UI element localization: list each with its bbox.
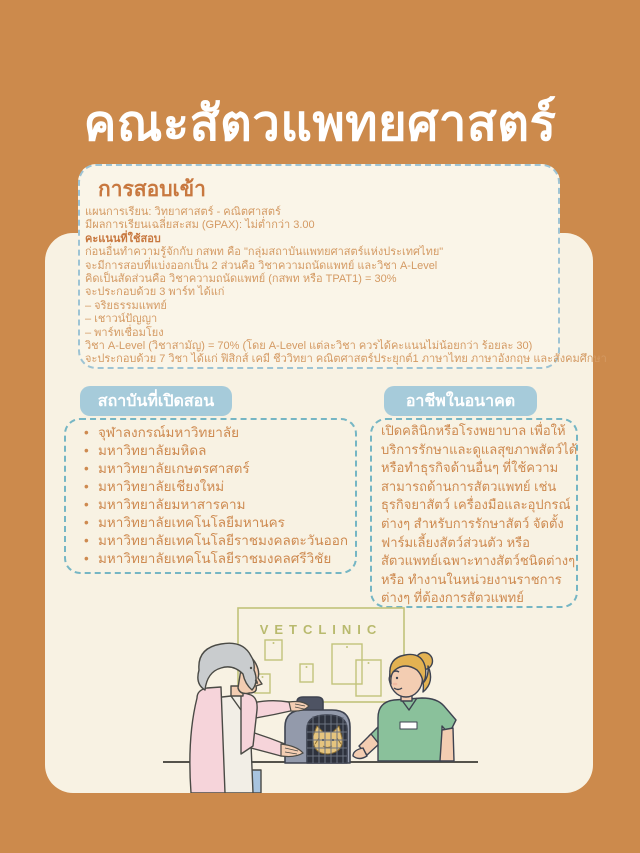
admission-heading: การสอบเข้า (98, 178, 206, 201)
signboard (238, 608, 404, 702)
admission-line: – พาร์ทเชื่อมโยง (85, 326, 164, 339)
vet-clinic-illustration (45, 598, 593, 793)
institutions-list (84, 424, 349, 568)
institution-item: • มหาวิทยาลัยเชียงใหม่ (84, 478, 349, 496)
institution-item: • จุฬาลงกรณ์มหาวิทยาลัย (84, 424, 349, 442)
admission-line: จะประกอบด้วย 7 วิชา ได้แก่ ฟิสิกส์ เคมี ชีววิทยา คณิตศาสตร์ประยุกต์1 ภาษาไทย ภาษาอังกฤษ และสังคมศึกษา (85, 353, 607, 366)
careers-text (381, 422, 578, 608)
career-line: ต่างๆ ที่ต้องการสัตวแพทย์ (381, 590, 524, 606)
admission-body (85, 206, 607, 367)
career-line: หรือ ทำงานในหน่วยงานราชการ (381, 571, 562, 587)
institution-item: • มหาวิทยาลัยเทคโนโลยีราชมงคลตะวันออก (84, 532, 349, 550)
institution-item: • มหาวิทยาลัยมหาสารคาม (84, 496, 349, 514)
institution-item: • มหาวิทยาลัยเทคโนโลยีราชมงคลศรีวิชัย (84, 550, 349, 568)
admission-line-scores: คะแนนที่ใช้สอบ (85, 232, 161, 245)
admission-line: คิดเป็นสัดส่วนคือ วิชาความถนัดแพทย์ (กสพท หรือ TPAT1) = 30% (85, 273, 397, 286)
admission-line: ก่อนอื่นทำความรู้จักกับ กสพท คือ "กลุ่มสถาบันแพทยศาสตร์แห่งประเทศไทย" (85, 246, 444, 259)
admission-line: – จริยธรรมแพทย์ (85, 299, 167, 312)
institution-item: • มหาวิทยาลัยมหิดล (84, 442, 349, 460)
admission-line: จะประกอบด้วย 3 พาร์ท ได้แก่ (85, 286, 225, 299)
career-line: สามารถด้านการสัตวแพทย์ เช่น (381, 478, 557, 494)
admission-line: – เชาวน์ปัญญา (85, 313, 158, 326)
vetclinic-sign-text: VETCLINIC (259, 622, 383, 637)
admission-line: แผนการเรียน: วิทยาศาสตร์ - คณิตศาสตร์ (85, 206, 281, 218)
signboard-notes (255, 640, 381, 696)
career-line: ธุรกิจยาสัตว์ เครื่องมือและอุปกรณ์ (381, 497, 571, 513)
institution-item: • มหาวิทยาลัยเทคโนโลยีมหานคร (84, 514, 349, 532)
career-line: สัตวแพทย์เฉพาะทางสัตว์ชนิดต่างๆ (381, 553, 576, 569)
admission-line: วิชา A-Level (วิชาสามัญ) = 70% (โดย A-Level แต่ละวิชา ควรได้คะแนนไม่น้อยกว่า ร้อยละ 30) (85, 340, 533, 353)
elderly-woman (190, 643, 295, 793)
admission-line: มีผลการเรียนเฉลี่ยสะสม (GPAX): ไม่ต่ำกว่า 3.00 (85, 219, 315, 232)
veterinarian (353, 653, 456, 762)
institution-item: • มหาวิทยาลัยเกษตรศาสตร์ (84, 460, 349, 478)
page-title: คณะสัตวแพทยศาสตร์ (83, 97, 557, 151)
institutions-header-pill: สถาบันที่เปิดสอน (80, 386, 232, 416)
career-line: บริการรักษาและดูแลสุขภาพสัตว์ได้ (381, 441, 578, 457)
career-line: เปิดคลินิกหรือโรงพยาบาล เพื่อให้ (381, 423, 566, 438)
career-line: หรือทำธุรกิจด้านอื่นๆ ที่ใช้ความ (381, 460, 559, 476)
admission-line: จะมีการสอบที่แบ่งออกเป็น 2 ส่วนคือ วิชาความถนัดแพทย์ และวิชา A-Level (85, 259, 438, 272)
careers-header-pill: อาชีพในอนาคต (384, 386, 537, 416)
career-line: ฟาร์มเลี้ยงสัตว์ส่วนตัว หรือ (381, 534, 530, 550)
career-line: ต่างๆ สำหรับการรักษาสัตว์ จัดตั้ง (381, 515, 564, 531)
